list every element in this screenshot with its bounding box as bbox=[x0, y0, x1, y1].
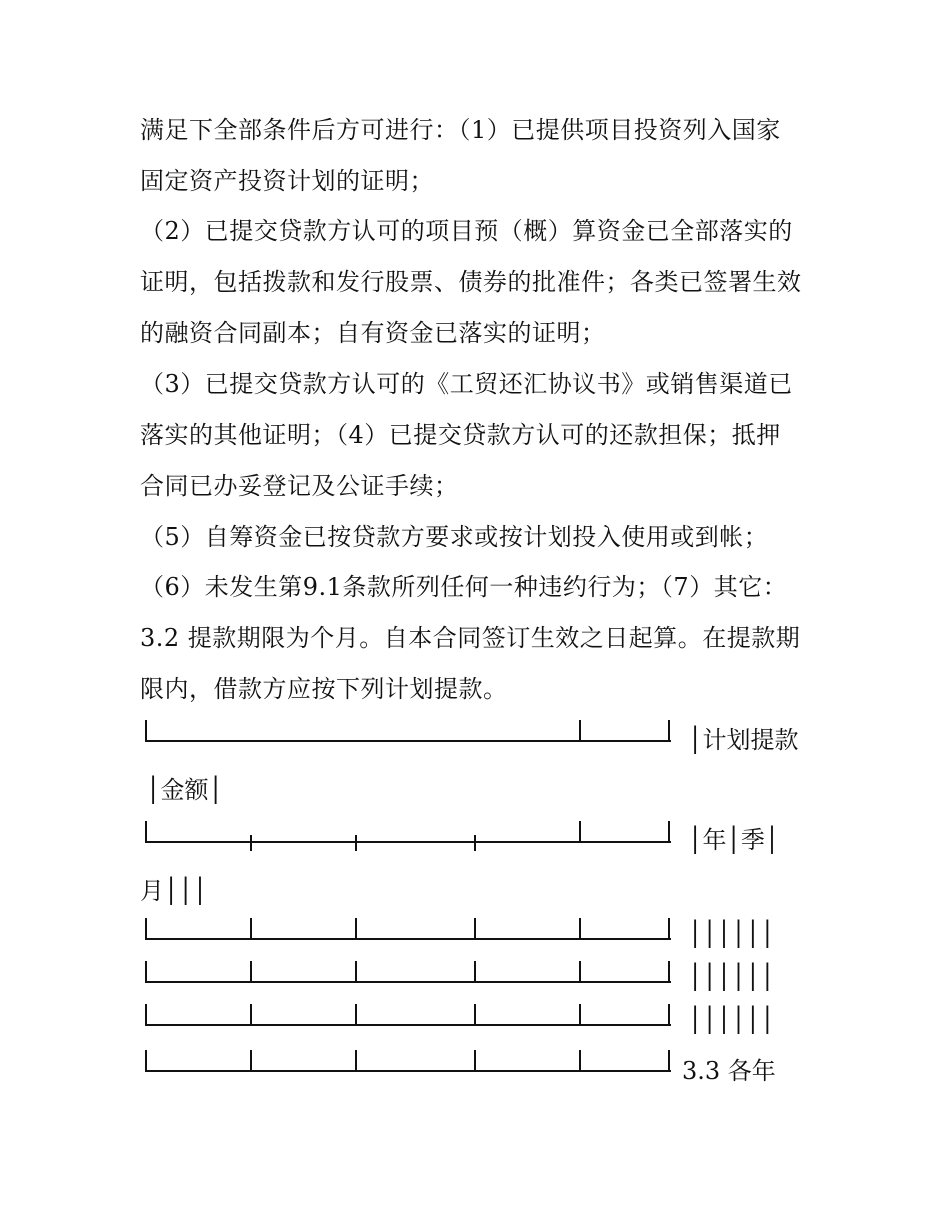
rule-tick bbox=[250, 1050, 252, 1072]
rule-tick bbox=[355, 1004, 357, 1026]
table-row-rule bbox=[146, 961, 671, 983]
paragraph-line-3: （2）已提交贷款方认可的项目预（概）算资金已全部落实的 bbox=[140, 217, 793, 245]
paragraph-line-1: 满足下全部条件后方可进行：（1）已提供项目投资列入国家 bbox=[140, 116, 781, 144]
paragraph-line-8: 合同已办妥登记及公证手续； bbox=[140, 472, 459, 500]
paragraph-line-7: 落实的其他证明；（4）已提交贷款方认可的还款担保；抵押 bbox=[140, 421, 781, 449]
rule-tick bbox=[668, 918, 670, 940]
rule-tick bbox=[145, 1050, 147, 1072]
rule-tick bbox=[355, 961, 357, 983]
paragraph-line-2: 固定资产投资计划的证明； bbox=[140, 167, 434, 195]
rule-tick bbox=[668, 1050, 670, 1072]
rule-tick bbox=[579, 1004, 581, 1026]
paragraph-line-11: 3.2 提款期限为个月。自本合同签订生效之日起算。在提款期 bbox=[140, 624, 801, 652]
rule-tick bbox=[474, 961, 476, 983]
rule-tick bbox=[145, 821, 147, 843]
table-period-header: │年│季│ bbox=[688, 826, 780, 854]
paragraph-line-10: （6）未发生第9.1条款所列任何一种违约行为；（7）其它： bbox=[140, 573, 788, 601]
rule-tick bbox=[145, 918, 147, 940]
table-top-rule bbox=[146, 720, 671, 742]
rule-tick bbox=[355, 1050, 357, 1072]
rule-tick bbox=[250, 835, 252, 851]
paragraph-line-4: 证明，包括拨款和发行股票、债券的批准件；各类已签署生效 bbox=[140, 268, 802, 296]
rule-tick bbox=[355, 835, 357, 851]
table-header-plan: │计划提款 bbox=[688, 726, 799, 754]
rule-tick bbox=[145, 961, 147, 983]
rule-tick bbox=[474, 835, 476, 851]
table-row-rule bbox=[146, 918, 671, 940]
rule-tick bbox=[250, 918, 252, 940]
table-row-marks: ││││││ bbox=[688, 963, 775, 991]
rule-tick bbox=[668, 821, 670, 843]
table-footer-text: 3.3 各年 bbox=[682, 1057, 776, 1085]
rule-tick bbox=[250, 961, 252, 983]
rule-tick bbox=[250, 1004, 252, 1026]
rule-tick bbox=[668, 961, 670, 983]
paragraph-line-9: （5）自筹资金已按贷款方要求或按计划投入使用或到帐； bbox=[140, 523, 769, 551]
rule-tick bbox=[355, 918, 357, 940]
rule-tick bbox=[579, 961, 581, 983]
table-header-amount: │金额│ bbox=[146, 776, 223, 804]
paragraph-line-12: 限内，借款方应按下列计划提款。 bbox=[140, 675, 508, 703]
rule-tick bbox=[145, 720, 147, 742]
rule-tick bbox=[579, 1050, 581, 1072]
rule-tick bbox=[474, 1004, 476, 1026]
table-row-rule bbox=[146, 1004, 671, 1026]
rule-tick bbox=[474, 1050, 476, 1072]
rule-tick bbox=[579, 720, 581, 742]
table-month-header: 月│││ bbox=[140, 877, 208, 905]
rule-tick bbox=[579, 821, 581, 843]
table-row-marks: ││││││ bbox=[688, 920, 775, 948]
paragraph-line-5: 的融资合同副本；自有资金已落实的证明； bbox=[140, 319, 606, 347]
rule-tick bbox=[474, 918, 476, 940]
table-bottom-rule bbox=[146, 1050, 671, 1072]
rule-tick bbox=[145, 1004, 147, 1026]
table-row-marks: ││││││ bbox=[688, 1006, 775, 1034]
rule-tick bbox=[668, 1004, 670, 1026]
paragraph-line-6: （3）已提交贷款方认可的《工贸还汇协议书》或销售渠道已 bbox=[140, 370, 793, 398]
rule-tick bbox=[668, 720, 670, 742]
table-divider-rule bbox=[146, 821, 671, 843]
rule-tick bbox=[579, 918, 581, 940]
